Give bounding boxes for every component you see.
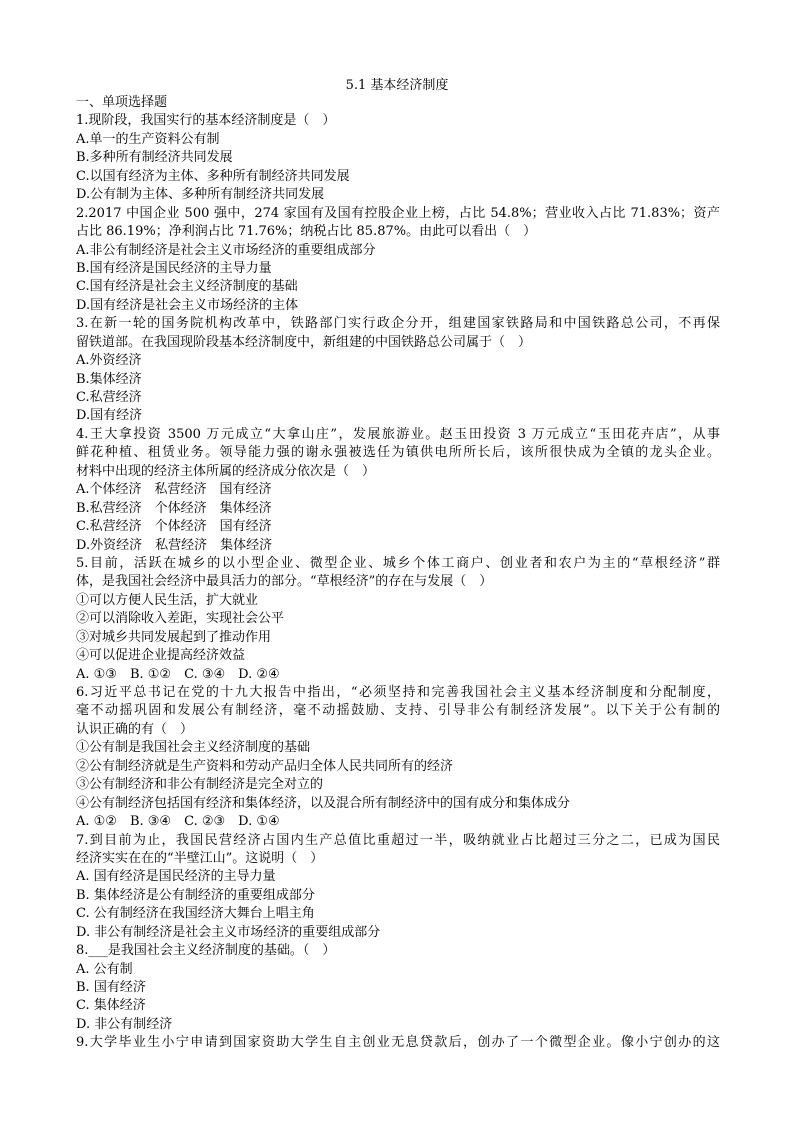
text-line: ④可以促进企业提高经济效益 xyxy=(76,648,246,664)
text-line: A. ①② B. ③④ C. ②③ D. ①④ xyxy=(76,814,280,830)
text-line: B.国有经济是国民经济的主导力量 xyxy=(76,260,272,276)
document-title: 5.1 基本经济制度 xyxy=(345,78,449,93)
text-line: ③对城乡共同发展起到了推动作用 xyxy=(76,629,272,645)
text-line: B. 国有经济 xyxy=(76,980,146,995)
text-line: 1.现阶段，我国实行的基本经济制度是（ ） xyxy=(76,113,336,129)
text-line: D.国有经济是社会主义市场经济的主体 xyxy=(76,297,299,313)
text-line: A. ①③ B. ①② C. ③④ D. ②④ xyxy=(76,666,280,682)
text-line: ③公有制经济和非公有制经济是完全对立的 xyxy=(76,777,324,793)
text-line: A. 国有经济是国民经济的主导力量 xyxy=(76,869,276,885)
text-line: 9.大学毕业生小宁申请到国家资助大学生自主创业无息贷款后，创办了一个微型企业。像小宁创办的这 xyxy=(76,1035,720,1051)
text-line: C.以国有经济为主体、多种所有制经济共同发展 xyxy=(76,168,350,184)
text-line: C.国有经济是社会主义经济制度的基础 xyxy=(76,279,298,295)
text-line: D.公有制为主体、多种所有制经济共同发展 xyxy=(76,187,325,203)
text-line: C. 公有制经济在我国经济大舞台上唱主角 xyxy=(76,906,315,922)
text-line: C.私营经济 个体经济 国有经济 xyxy=(76,519,272,535)
text-line: 占比 86.19%；净利润占比 71.76%；纳税占比 85.87%。由此可以看出（ ） xyxy=(76,224,537,240)
text-line: 认识正确的有（ ） xyxy=(76,721,194,737)
text-line: ②可以消除收入差距，实现社会公平 xyxy=(76,611,285,627)
text-line: A.非公有制经济是社会主义市场经济的重要组成部分 xyxy=(76,242,376,258)
text-line: D.外资经济 私营经济 集体经济 xyxy=(76,537,273,553)
text-line: B.集体经济 xyxy=(76,371,142,387)
text-line: ④公有制经济包括国有经济和集体经济，以及混合所有制经济中的国有成分和集体成分 xyxy=(76,795,571,811)
text-line: 鲜花种植、租赁业务。领导能力强的谢永强被选任为镇供电所所长后，该所很快成为全镇的龙头企业。 xyxy=(76,445,720,461)
text-line: C.私营经济 xyxy=(76,390,142,405)
document-body xyxy=(76,94,720,1053)
text-line: 留铁道部。在我国现阶段基本经济制度中，新组建的中国铁路总公司属于（ ） xyxy=(76,334,532,350)
text-line: ①可以方便人民生活，扩大就业 xyxy=(76,592,259,608)
text-line: B. 集体经济是公有制经济的重要组成部分 xyxy=(76,887,315,903)
text-line: 6.习近平总书记在党的十九大报告中指出，“必须坚持和完善我国社会主义基本经济制度和分配制度， xyxy=(76,685,720,700)
text-line: 一、单项选择题 xyxy=(76,95,168,110)
text-line: D. 非公有制经济 xyxy=(76,1016,173,1032)
text-line: 毫不动摇巩固和发展公有制经济，毫不动摇鼓励、支持、引导非公有制经济发展”。以下关于公有制的 xyxy=(76,703,720,719)
text-line: C. 集体经济 xyxy=(76,998,146,1014)
text-line: ②公有制经济就是生产资料和劳动产品归全体人民共同所有的经济 xyxy=(76,758,454,774)
text-line: D.国有经济 xyxy=(76,408,143,424)
text-line: 5.目前，活跃在城乡的以小型企业、微型企业、城乡个体工商户、创业者和农户为主的“草根经济”群 xyxy=(76,555,720,571)
text-line: 8.___是我国社会主义经济制度的基础。（ ） xyxy=(76,943,336,959)
text-line: 7.到目前为止，我国民营经济占国内生产总值比重超过一半，吸纳就业占比超过三分之二，已成为国民 xyxy=(76,832,720,848)
text-line: A.外资经济 xyxy=(76,353,142,369)
text-line: 4.王大拿投资 3500 万元成立“大拿山庄”，发展旅游业。赵玉田投资 3 万元成立“玉田花卉店”，从事 xyxy=(76,426,720,442)
text-line: 2.2017 中国企业 500 强中，274 家国有及国有控股企业上榜，占比 54.8%；营业收入占比 71.83%；资产 xyxy=(76,205,720,221)
text-line: B.多种所有制经济共同发展 xyxy=(76,150,233,166)
text-line: B.私营经济 个体经济 集体经济 xyxy=(76,500,272,516)
text-line: 3.在新一轮的国务院机构改革中，铁路部门实行政企分开，组建国家铁路局和中国铁路总公司，不再保 xyxy=(76,316,720,332)
text-line: ①公有制是我国社会主义经济制度的基础 xyxy=(76,740,311,756)
text-line: 体，是我国社会经济中最具活力的部分。“草根经济”的存在与发展（ ） xyxy=(76,574,493,590)
text-line: D. 非公有制经济是社会主义市场经济的重要组成部分 xyxy=(76,924,381,940)
text-line: A. 公有制 xyxy=(76,961,133,977)
text-line: A.单一的生产资料公有制 xyxy=(76,131,220,147)
text-line: 经济实实在在的“半壁江山”。这说明（ ） xyxy=(76,850,324,866)
text-line: 材料中出现的经济主体所属的经济成分依次是（ ） xyxy=(76,463,376,479)
text-line: A.个体经济 私营经济 国有经济 xyxy=(76,482,272,498)
